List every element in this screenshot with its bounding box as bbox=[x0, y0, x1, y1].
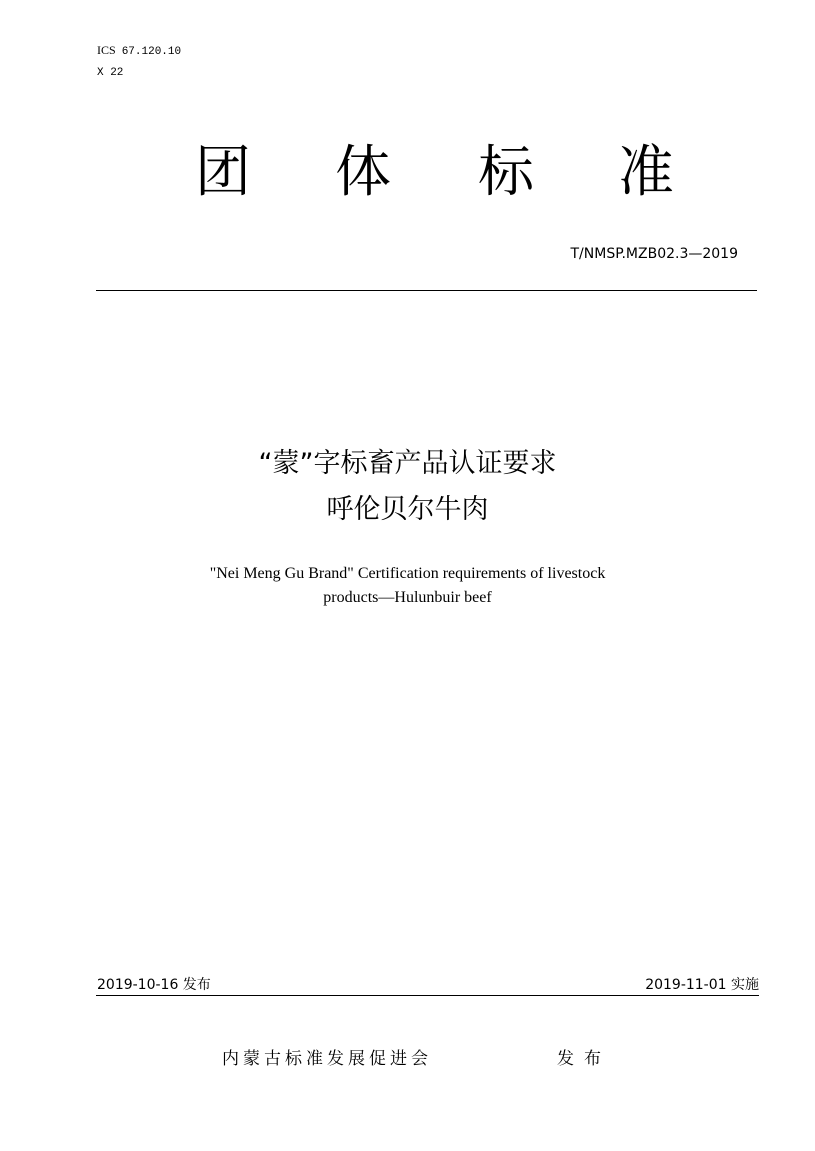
title-char: 团 bbox=[195, 140, 251, 205]
title-char: 体 bbox=[335, 140, 391, 205]
chinese-title-line-2: 呼伦贝尔牛肉 bbox=[326, 494, 489, 525]
standard-number: T/NMSP.MZB02.3—2019 bbox=[570, 246, 738, 262]
english-title-line-1: "Nei Meng Gu Brand" Certification requirements of livestock bbox=[209, 565, 606, 582]
implementation-date: 2019-11-01 实施 bbox=[645, 977, 759, 993]
ccs-classification bbox=[97, 64, 123, 80]
header-divider bbox=[96, 290, 757, 291]
english-title-line-2: products—Hulunbuir beef bbox=[323, 589, 492, 606]
ics-classification bbox=[97, 43, 181, 59]
chinese-title-line-1: “蒙”字标畜产品认证要求 bbox=[258, 448, 557, 479]
publisher-action: 发布 bbox=[557, 1049, 611, 1069]
publisher-name: 内蒙古标准发展促进会 bbox=[222, 1049, 432, 1069]
ics-label: ICS bbox=[97, 43, 116, 57]
document-type-title bbox=[0, 140, 815, 210]
ics-code: 67.120.10 bbox=[121, 46, 182, 58]
title-char: 准 bbox=[618, 140, 674, 205]
issue-date: 2019-10-16 发布 bbox=[97, 977, 211, 993]
footer-divider bbox=[96, 995, 759, 996]
ccs-code: X 22 bbox=[97, 67, 124, 79]
title-char: 标 bbox=[478, 140, 534, 205]
